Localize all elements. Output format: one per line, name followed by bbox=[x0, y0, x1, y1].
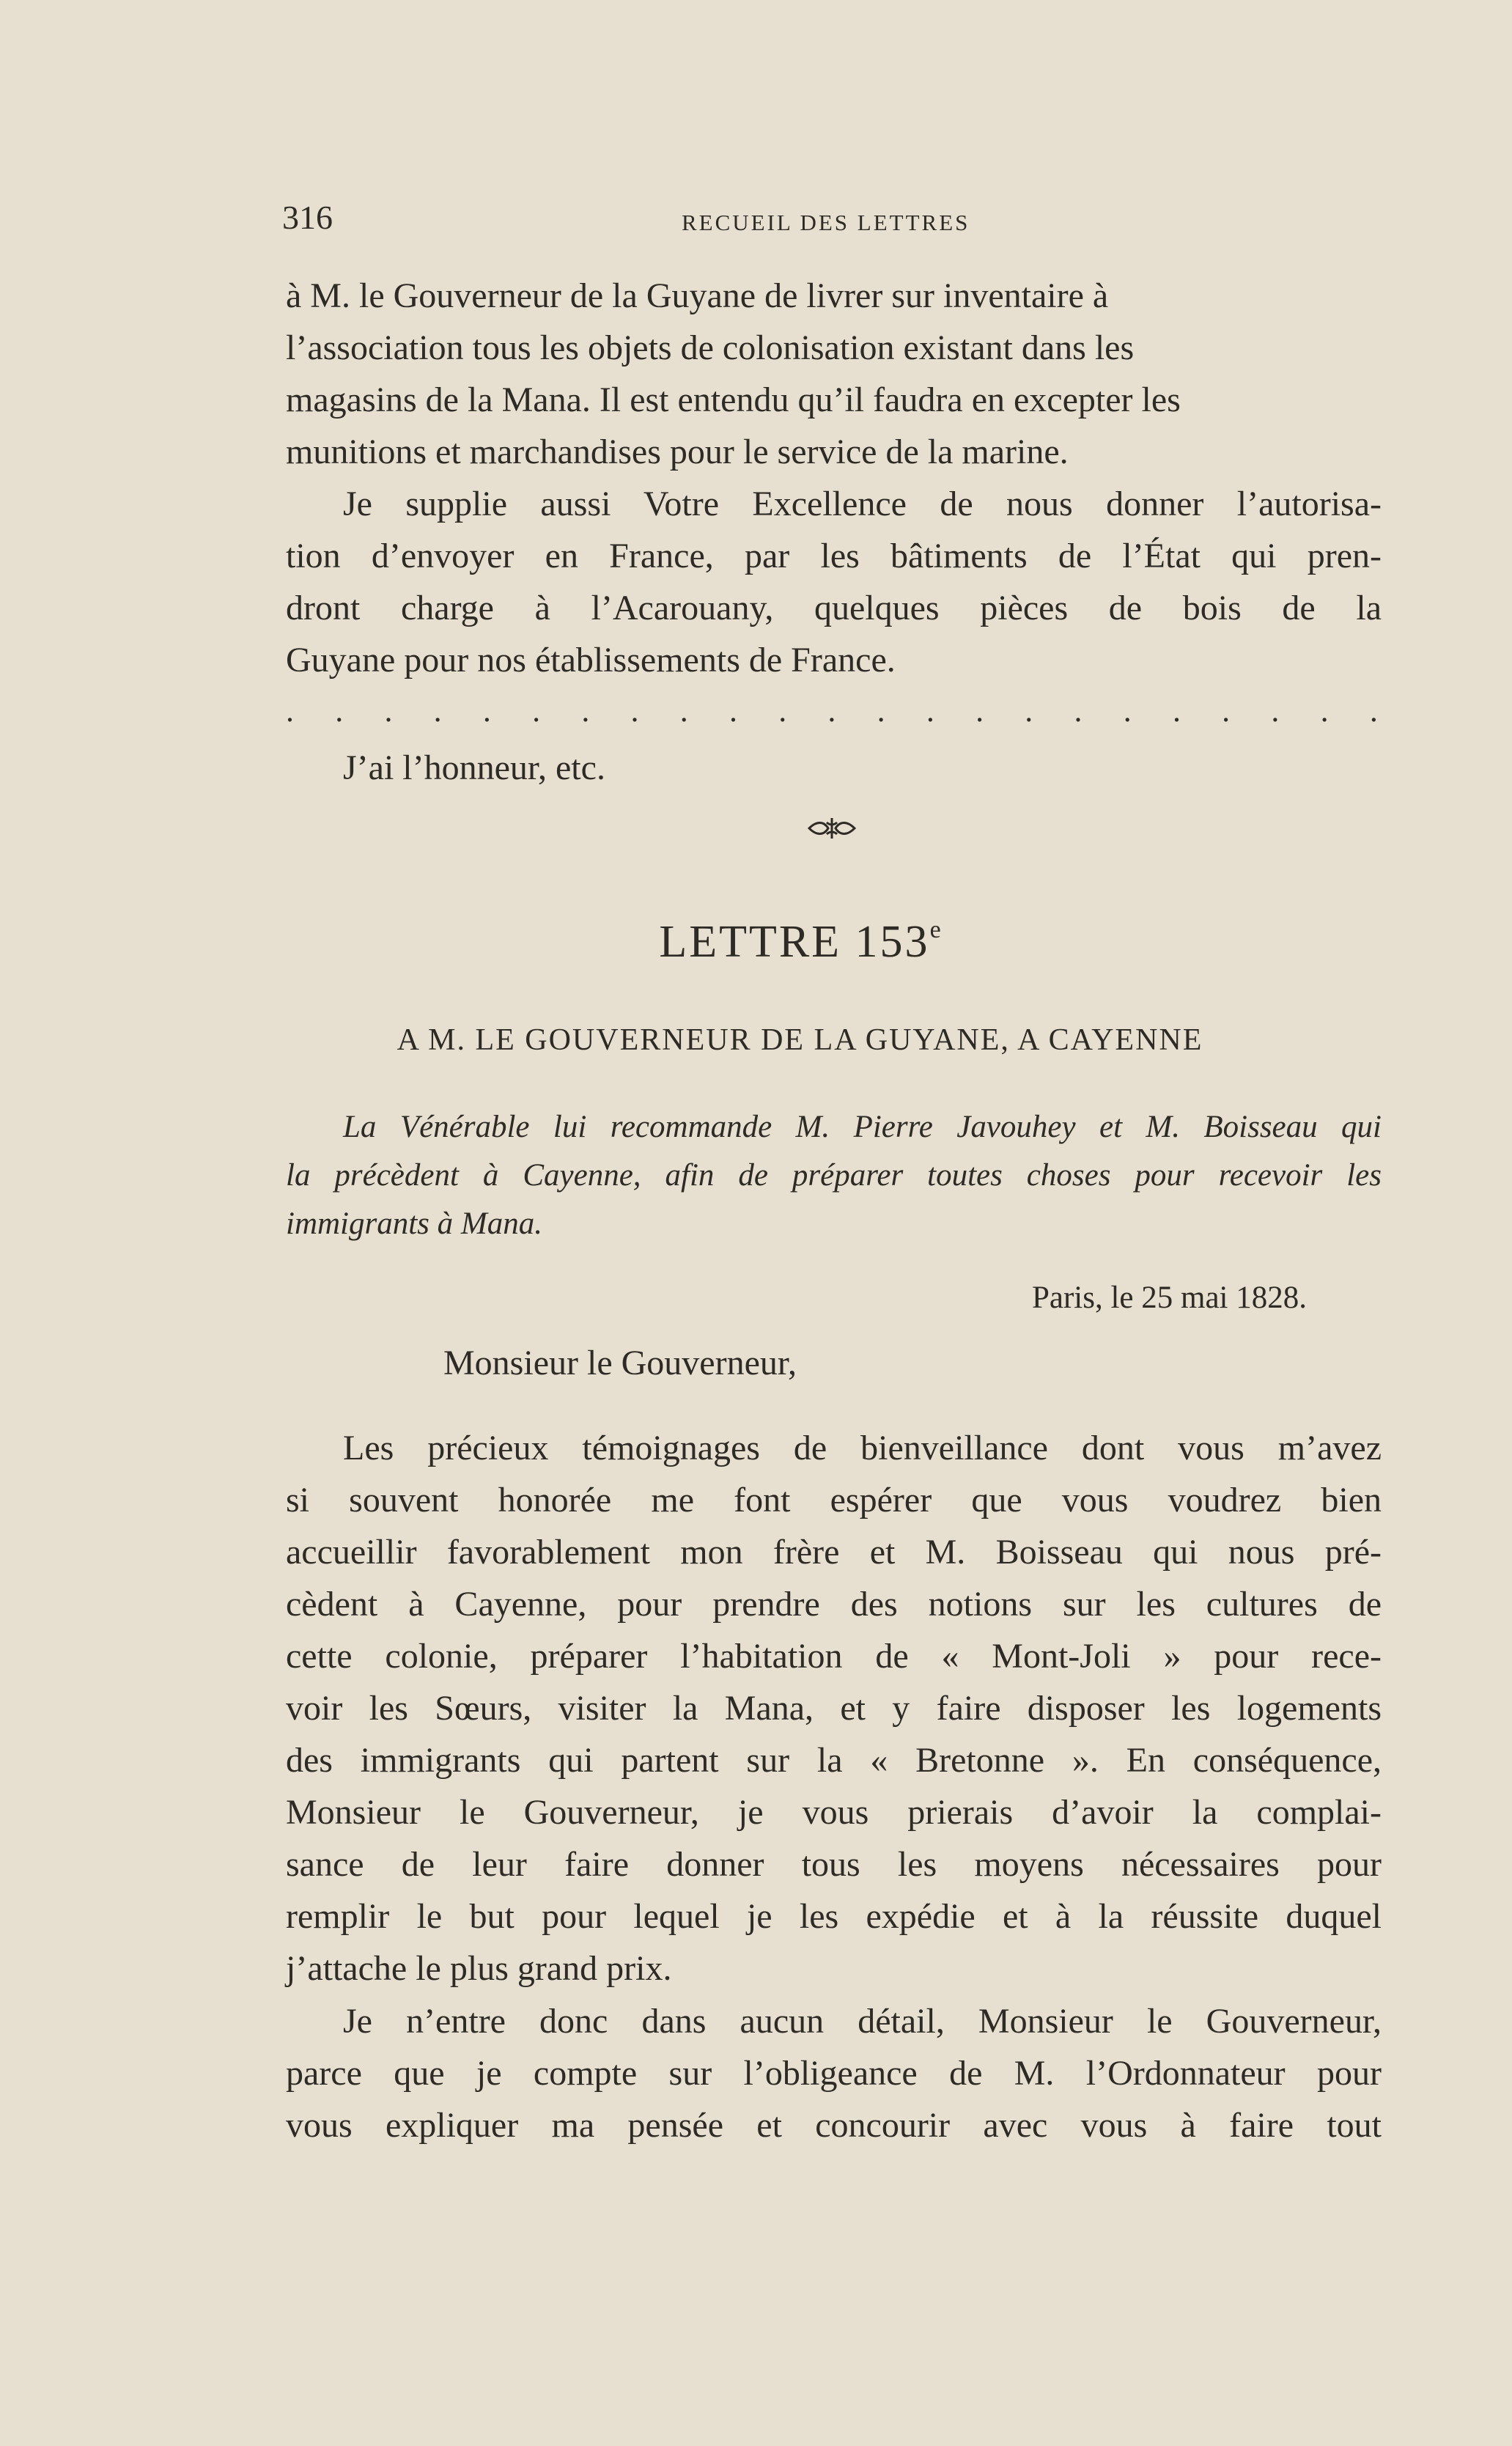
ellipsis-dot: . bbox=[532, 693, 541, 729]
text-line: cèdent à Cayenne, pour prendre des notions sur les cultures de bbox=[286, 1585, 1382, 1624]
text-line: parce que je compte sur l’obligeance de M. l’Ordonnateur pour bbox=[286, 2054, 1382, 2093]
text-line: Je supplie aussi Votre Excellence de nous donner l’autorisa- bbox=[343, 485, 1382, 523]
ellipsis-dot: . bbox=[729, 693, 737, 729]
text-line: j’attache le plus grand prix. bbox=[286, 1949, 672, 1988]
running-head: RECUEIL DES LETTRES bbox=[682, 210, 970, 235]
text-line: remplir le but pour lequel je les expédie et à la réussite duquel bbox=[286, 1897, 1382, 1936]
ellipsis-dot: . bbox=[1320, 693, 1329, 729]
ellipsis-dot: . bbox=[581, 693, 590, 729]
text-line: des immigrants qui partent sur la « Bretonne ». En conséquence, bbox=[286, 1741, 1382, 1780]
ellipsis-dot: . bbox=[827, 693, 836, 729]
text-line: à M. le Gouverneur de la Guyane de livrer sur inventaire à bbox=[286, 276, 1109, 315]
ellipsis-dot: . bbox=[1123, 693, 1132, 729]
ellipsis-dot: . bbox=[630, 693, 639, 729]
text-line: sance de leur faire donner tous les moyens nécessaires pour bbox=[286, 1845, 1382, 1884]
ellipsis-line bbox=[286, 695, 1378, 727]
text-line: voir les Sœurs, visiter la Mana, et y faire disposer les logements bbox=[286, 1689, 1382, 1728]
text-line: magasins de la Mana. Il est entendu qu’il faudra en excepter les bbox=[286, 380, 1181, 419]
salutation: Monsieur le Gouverneur, bbox=[443, 1344, 797, 1382]
summary-line: immigrants à Mana. bbox=[286, 1207, 542, 1241]
ellipsis-dot: . bbox=[1074, 693, 1083, 729]
ellipsis-dot: . bbox=[1222, 693, 1231, 729]
text-line: Les précieux témoignages de bienveillance dont vous m’avez bbox=[343, 1429, 1382, 1467]
fleuron-ornament-icon bbox=[806, 814, 858, 843]
paragraph-final bbox=[286, 1995, 1382, 2151]
ellipsis-dot: . bbox=[384, 693, 393, 729]
paragraph-request bbox=[286, 478, 1382, 686]
text-line: Monsieur le Gouverneur, je vous prierais d’avoir la complai- bbox=[286, 1793, 1382, 1832]
letter-summary bbox=[286, 1103, 1382, 1248]
text-line: vous expliquer ma pensée et concourir avec vous à faire tout bbox=[286, 2106, 1382, 2145]
text-line: munitions et marchandises pour le service de la marine. bbox=[286, 432, 1069, 471]
page-number: 316 bbox=[282, 199, 333, 236]
dateline: Paris, le 25 mai 1828. bbox=[1031, 1281, 1307, 1315]
ellipsis-dot: . bbox=[877, 693, 885, 729]
paragraph-body bbox=[286, 1422, 1382, 1994]
text-line: tion d’envoyer en France, par les bâtiments de l’État qui pren- bbox=[286, 537, 1382, 575]
text-line: cette colonie, préparer l’habitation de « Mont-Joli » pour rece- bbox=[286, 1637, 1382, 1676]
ellipsis-dot: . bbox=[1271, 693, 1280, 729]
page-header bbox=[282, 198, 1382, 242]
ellipsis-dot: . bbox=[926, 693, 934, 729]
letter-addressee: A M. LE GOUVERNEUR DE LA GUYANE, A CAYENNE bbox=[397, 1023, 1203, 1057]
closing-formula: J’ai l’honneur, etc. bbox=[343, 748, 605, 787]
letter-title-superscript: e bbox=[929, 916, 941, 943]
summary-line: La Vénérable lui recommande M. Pierre Javouhey et M. Boisseau qui bbox=[343, 1110, 1382, 1144]
text-line: accueillir favorablement mon frère et M. Boisseau qui nous pré- bbox=[286, 1533, 1382, 1572]
ellipsis-dot: . bbox=[778, 693, 787, 729]
ellipsis-dot: . bbox=[335, 693, 344, 729]
ellipsis-dot: . bbox=[482, 693, 491, 729]
ellipsis-dot: . bbox=[1172, 693, 1181, 729]
letter-title-text: LETTRE 153 bbox=[659, 917, 930, 967]
text-line: si souvent honorée me font espérer que vous voudrez bien bbox=[286, 1481, 1382, 1519]
text-line: Guyane pour nos établissements de France. bbox=[286, 641, 896, 679]
ellipsis-dot: . bbox=[286, 693, 294, 729]
ellipsis-dot: . bbox=[976, 693, 984, 729]
ellipsis-dot: . bbox=[1025, 693, 1033, 729]
text-line: dront charge à l’Acarouany, quelques pièces de bois de la bbox=[286, 589, 1382, 627]
text-line: l’association tous les objets de colonisation existant dans les bbox=[286, 328, 1135, 367]
letter-title bbox=[0, 916, 1512, 968]
ellipsis-dot: . bbox=[679, 693, 688, 729]
ellipsis-dot: . bbox=[1369, 693, 1378, 729]
summary-line: la précèdent à Cayenne, afin de préparer toutes choses pour recevoir les bbox=[286, 1158, 1382, 1193]
paragraph-continuation bbox=[286, 270, 1382, 478]
text-line: Je n’entre donc dans aucun détail, Monsieur le Gouverneur, bbox=[343, 2002, 1382, 2041]
ellipsis-dot: . bbox=[433, 693, 442, 729]
